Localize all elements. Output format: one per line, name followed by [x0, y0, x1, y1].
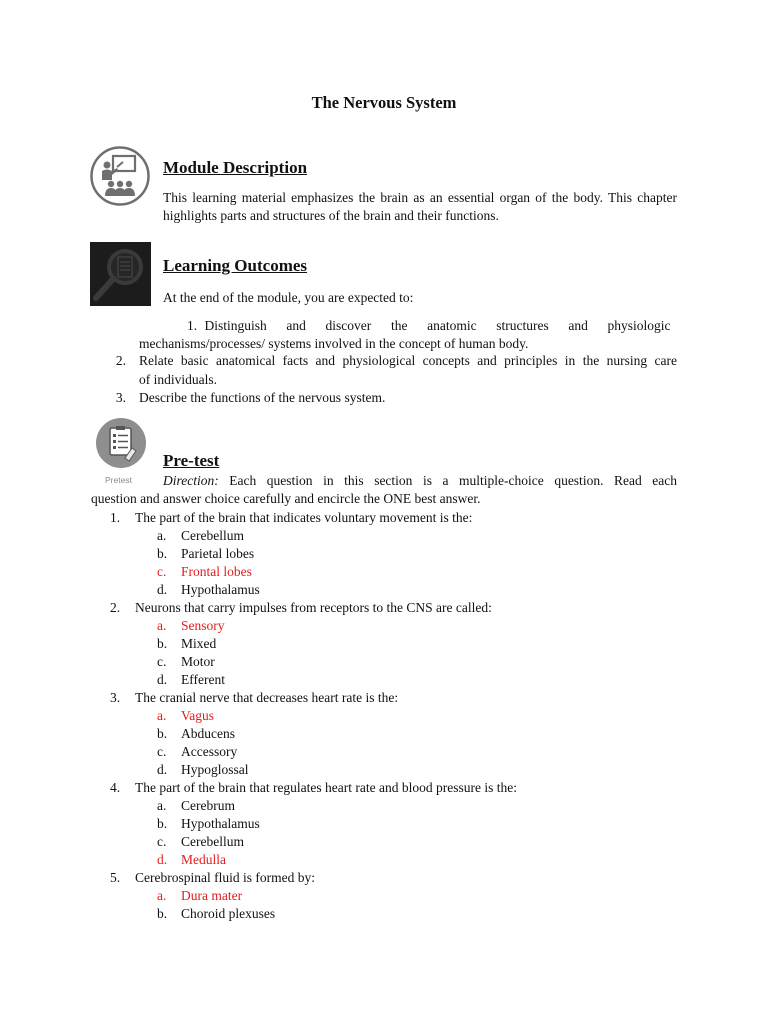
- choice-text: Hypothalamus: [181, 816, 260, 831]
- choice-letter: c.: [157, 564, 167, 579]
- choice-letter: c.: [157, 744, 167, 759]
- magnifier-document-icon: [90, 242, 151, 306]
- outcome-text-continued: mechanisms/processes/ systems involved in the concept of human body.: [139, 336, 529, 351]
- choice-text: Cerebrum: [181, 798, 235, 813]
- choice-text: Cerebellum: [181, 834, 244, 849]
- outcome-text: Describe the functions of the nervous system.: [139, 390, 386, 405]
- choice-letter: d.: [157, 672, 168, 687]
- question-text: Neurons that carry impulses from receptors to the CNS are called:: [135, 600, 492, 615]
- choice-text: Hypoglossal: [181, 762, 249, 777]
- outcome-text: Relate basic anatomical facts and physiological concepts and principles in the nursing care: [139, 353, 677, 368]
- direction-label: Direction:: [163, 473, 219, 488]
- choice-text: Cerebellum: [181, 528, 244, 543]
- choice-text: Vagus: [181, 708, 214, 723]
- choice-text: Choroid plexuses: [181, 906, 276, 921]
- choice-letter: b.: [157, 816, 168, 831]
- choice-letter: c.: [157, 654, 167, 669]
- choice-letter: b.: [157, 636, 168, 651]
- question-number: 2.: [110, 600, 121, 615]
- choice-text: Hypothalamus: [181, 582, 260, 597]
- choice-text: Motor: [181, 654, 215, 669]
- choice-text: Sensory: [181, 618, 225, 633]
- choice-letter: c.: [157, 834, 167, 849]
- choice-text: Medulla: [181, 852, 226, 867]
- choice-letter: a.: [157, 708, 167, 723]
- outcome-text: Distinguish and discover the anatomic structures and physiologic: [204, 318, 671, 333]
- choice-text: Parietal lobes: [181, 546, 255, 561]
- learning-outcomes-intro: At the end of the module, you are expected to:: [163, 290, 414, 305]
- question-number: 4.: [110, 780, 121, 795]
- presentation-icon: [90, 146, 150, 206]
- question-number: 3.: [110, 690, 121, 705]
- choice-letter: d.: [157, 852, 168, 867]
- question-text: The part of the brain that indicates voluntary movement is the:: [135, 510, 473, 525]
- choice-text: Efferent: [181, 672, 225, 687]
- choice-letter: a.: [157, 618, 167, 633]
- question-text: The cranial nerve that decreases heart rate is the:: [135, 690, 399, 705]
- choice-letter: a.: [157, 528, 167, 543]
- choice-letter: b.: [157, 906, 168, 921]
- question-number: 1.: [110, 510, 121, 525]
- outcome-item: [187, 317, 677, 335]
- direction-text: Each question in this section is a multiple-choice question. Read each: [218, 473, 677, 488]
- choice-text: Frontal lobes: [181, 564, 252, 579]
- learning-outcomes-heading: Learning Outcomes: [163, 256, 308, 275]
- choice-letter: b.: [157, 726, 168, 741]
- page-title: The Nervous System: [311, 93, 457, 112]
- outcome-number: 3.: [115, 390, 126, 405]
- pretest-direction-continued: question and answer choice carefully and encircle the ONE best answer.: [91, 491, 481, 506]
- question-text: Cerebrospinal fluid is formed by:: [135, 870, 315, 885]
- choice-text: Abducens: [181, 726, 235, 741]
- choice-text: Dura mater: [181, 888, 243, 903]
- choice-text: Mixed: [181, 636, 217, 651]
- module-description-text: This learning material emphasizes the brain as an essential organ of the body. This chapter highlights parts and structures of the brain and their functions.: [163, 190, 677, 223]
- choice-letter: d.: [157, 762, 168, 777]
- pretest-heading: Pre-test: [163, 451, 220, 470]
- choice-letter: a.: [157, 798, 167, 813]
- pretest-direction: [163, 472, 677, 490]
- question-number: 5.: [110, 870, 121, 885]
- module-description-heading: Module Description: [163, 158, 308, 177]
- outcome-number: 2.: [115, 353, 126, 368]
- clipboard-checklist-icon: [92, 418, 150, 474]
- question-text: The part of the brain that regulates heart rate and blood pressure is the:: [135, 780, 517, 795]
- choice-letter: b.: [157, 546, 168, 561]
- choice-text: Accessory: [181, 744, 238, 759]
- choice-letter: a.: [157, 888, 167, 903]
- pretest-icon-caption: Pretest: [105, 475, 132, 485]
- choice-letter: d.: [157, 582, 168, 597]
- outcome-number: 1.: [187, 318, 198, 333]
- outcome-text-continued: of individuals.: [139, 372, 217, 387]
